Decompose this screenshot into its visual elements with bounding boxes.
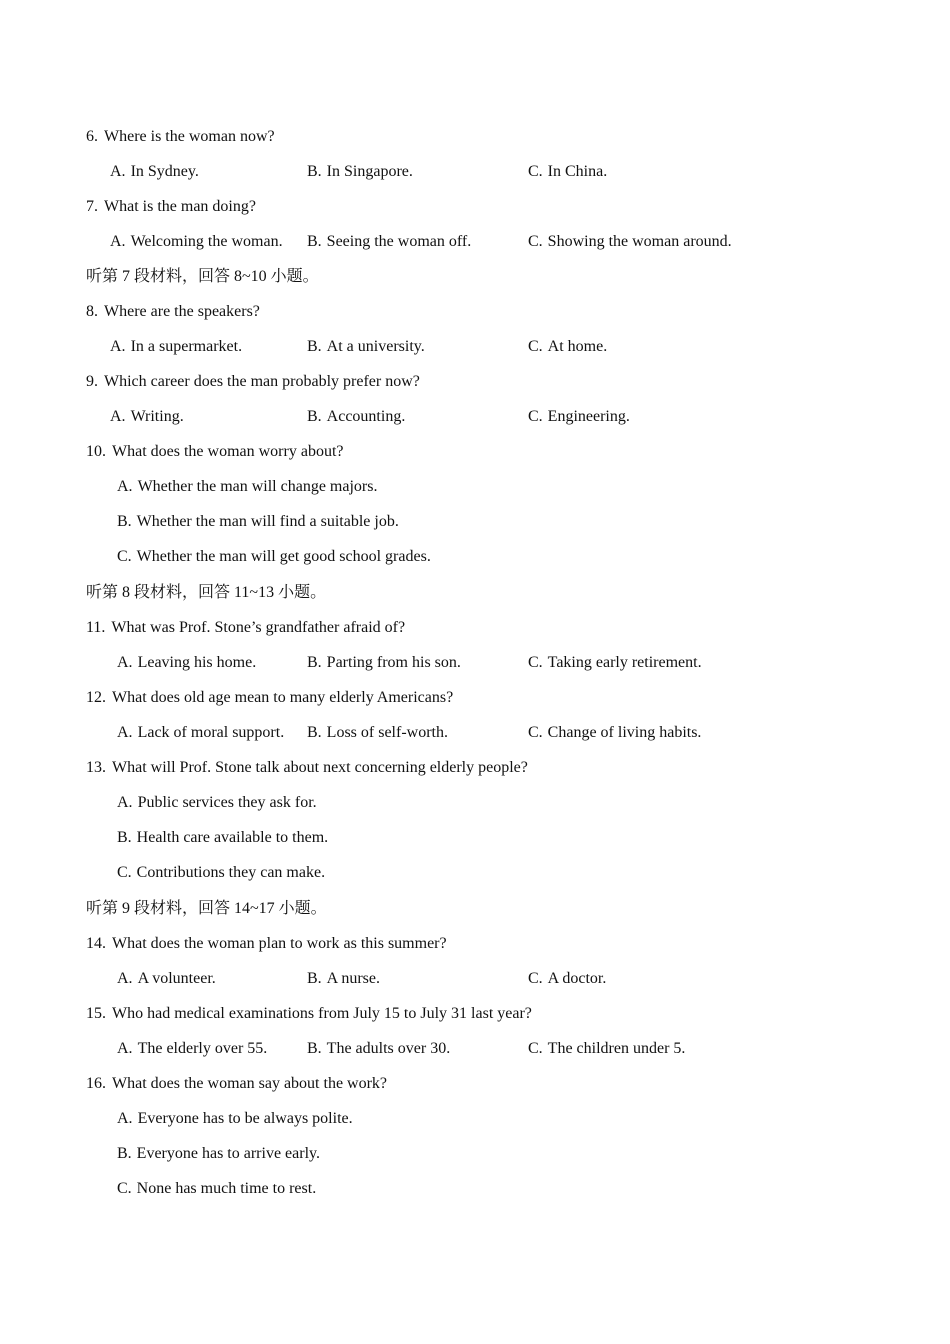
question-text: Where is the woman now? [104,128,275,145]
option-label: B. [307,970,322,987]
question-text: Where are the speakers? [104,303,260,320]
option-b[interactable] [307,406,405,428]
option-text: At a university. [326,338,425,355]
option-text: Welcoming the woman. [130,233,283,250]
option-label: A. [117,1110,133,1127]
question-text: What was Prof. Stone’s grandfather afraid of? [111,619,406,636]
question-13 [86,757,528,779]
question-11 [86,617,405,639]
option-text: Lack of moral support. [137,724,285,741]
option-text: Showing the woman around. [547,233,732,250]
options-row-11 [0,652,950,674]
option-text: A volunteer. [137,970,216,987]
question-number: 6. [86,128,98,145]
option-text: Parting from his son. [326,654,461,671]
option-label: C. [528,970,543,987]
options-row-12 [0,722,950,744]
question-10 [86,441,343,463]
option-label: A. [117,1040,133,1057]
option-b[interactable] [307,231,471,253]
option-text: Accounting. [326,408,406,425]
option-label: C. [528,1040,543,1057]
option-label: C. [528,338,543,355]
option-label: B. [307,163,322,180]
option-c[interactable] [528,1038,685,1060]
option-c[interactable] [528,406,630,428]
option-label: C. [528,163,543,180]
option-text: None has much time to rest. [136,1180,317,1197]
option-c[interactable] [528,652,702,674]
option-label: B. [307,654,322,671]
question-12 [86,687,453,709]
option-label: C. [528,408,543,425]
options-row-10c [0,546,950,568]
question-16 [86,1073,387,1095]
options-row-7 [0,231,950,253]
question-text: Who had medical examinations from July 15 to July 31 last year? [112,1005,532,1022]
options-row-10a [0,476,950,498]
question-text: What does old age mean to many elderly Americans? [112,689,454,706]
option-a[interactable] [117,792,317,814]
options-row-9 [0,406,950,428]
option-label: A. [117,794,133,811]
option-label: A. [117,970,133,987]
option-c[interactable] [528,336,607,358]
question-number: 11. [86,619,106,636]
option-label: C. [117,548,132,565]
option-a[interactable] [117,652,256,674]
option-label: B. [307,338,322,355]
option-label: C. [528,654,543,671]
question-9 [86,371,420,393]
option-text: Change of living habits. [547,724,702,741]
option-a[interactable] [117,968,216,990]
option-c[interactable] [528,231,732,253]
section-heading: 听第 7 段材料，回答 8~10 小题。 [86,268,319,285]
option-label: A. [110,233,126,250]
option-text: Whether the man will find a suitable job. [136,513,399,530]
option-a[interactable] [110,231,283,253]
option-text: Everyone has to be always polite. [137,1110,353,1127]
options-row-15 [0,1038,950,1060]
option-text: The adults over 30. [326,1040,451,1057]
option-label: A. [117,724,133,741]
question-text: Which career does the man probably prefer now? [104,373,420,390]
question-15 [86,1003,532,1025]
question-number: 7. [86,198,98,215]
options-row-8 [0,336,950,358]
option-a[interactable] [117,1038,267,1060]
option-label: A. [110,163,126,180]
option-c[interactable] [528,722,701,744]
option-text: The children under 5. [547,1040,686,1057]
options-row-16b [0,1143,950,1165]
option-text: In China. [547,163,608,180]
option-text: A nurse. [326,970,380,987]
option-text: Writing. [130,408,184,425]
option-a[interactable] [117,1108,353,1130]
option-text: Seeing the woman off. [326,233,472,250]
option-text: In Sydney. [130,163,199,180]
option-text: Engineering. [547,408,630,425]
option-text: At home. [547,338,608,355]
option-label: C. [528,724,543,741]
section-heading: 听第 8 段材料，回答 11~13 小题。 [86,584,327,601]
question-14 [86,933,447,955]
option-label: C. [117,864,132,881]
option-label: A. [110,338,126,355]
question-8 [86,301,260,323]
option-b[interactable] [307,336,425,358]
question-7 [86,196,256,218]
question-6 [86,126,275,148]
option-b[interactable] [117,1143,320,1165]
question-number: 12. [86,689,106,706]
question-text: What does the woman plan to work as this summer? [112,935,447,952]
option-a[interactable] [110,406,184,428]
option-c[interactable] [528,161,607,183]
option-b[interactable] [307,1038,450,1060]
question-number: 14. [86,935,106,952]
option-a[interactable] [110,161,199,183]
option-text: Everyone has to arrive early. [136,1145,320,1162]
option-text: In a supermarket. [130,338,243,355]
option-text: Leaving his home. [137,654,257,671]
option-c[interactable] [117,546,431,568]
option-text: Whether the man will change majors. [137,478,378,495]
option-c[interactable] [117,862,325,884]
options-row-13a [0,792,950,814]
option-a[interactable] [117,476,377,498]
option-b[interactable] [307,968,380,990]
options-row-16a [0,1108,950,1130]
option-text: In Singapore. [326,163,413,180]
section-heading: 听第 9 段材料，回答 14~17 小题。 [86,900,327,917]
option-label: B. [117,1145,132,1162]
option-label: A. [117,478,133,495]
option-b[interactable] [307,722,448,744]
option-label: B. [307,1040,322,1057]
options-row-13c [0,862,950,884]
option-text: A doctor. [547,970,607,987]
question-number: 10. [86,443,106,460]
option-label: A. [117,654,133,671]
question-number: 9. [86,373,98,390]
options-row-16c [0,1178,950,1200]
option-b[interactable] [307,652,461,674]
option-label: B. [307,724,322,741]
option-text: Taking early retirement. [547,654,702,671]
question-number: 8. [86,303,98,320]
option-text: The elderly over 55. [137,1040,268,1057]
option-label: B. [307,233,322,250]
options-row-14 [0,968,950,990]
option-b[interactable] [307,161,413,183]
option-label: A. [110,408,126,425]
options-row-10b [0,511,950,533]
option-c[interactable] [117,1178,316,1200]
option-b[interactable] [117,827,328,849]
option-text: Contributions they can make. [136,864,326,881]
options-row-6 [0,161,950,183]
option-label: B. [307,408,322,425]
option-text: Public services they ask for. [137,794,317,811]
option-c[interactable] [528,968,606,990]
option-b[interactable] [117,511,399,533]
option-label: B. [117,513,132,530]
option-a[interactable] [117,722,284,744]
option-text: Loss of self-worth. [326,724,448,741]
question-number: 15. [86,1005,106,1022]
option-a[interactable] [110,336,242,358]
question-text: What does the woman say about the work? [112,1075,388,1092]
options-row-13b [0,827,950,849]
option-text: Health care available to them. [136,829,329,846]
option-text: Whether the man will get good school grades. [136,548,431,565]
option-label: C. [117,1180,132,1197]
question-text: What is the man doing? [104,198,256,215]
question-number: 13. [86,759,106,776]
question-text: What will Prof. Stone talk about next concerning elderly people? [112,759,528,776]
question-text: What does the woman worry about? [112,443,344,460]
option-label: B. [117,829,132,846]
question-number: 16. [86,1075,106,1092]
option-label: C. [528,233,543,250]
